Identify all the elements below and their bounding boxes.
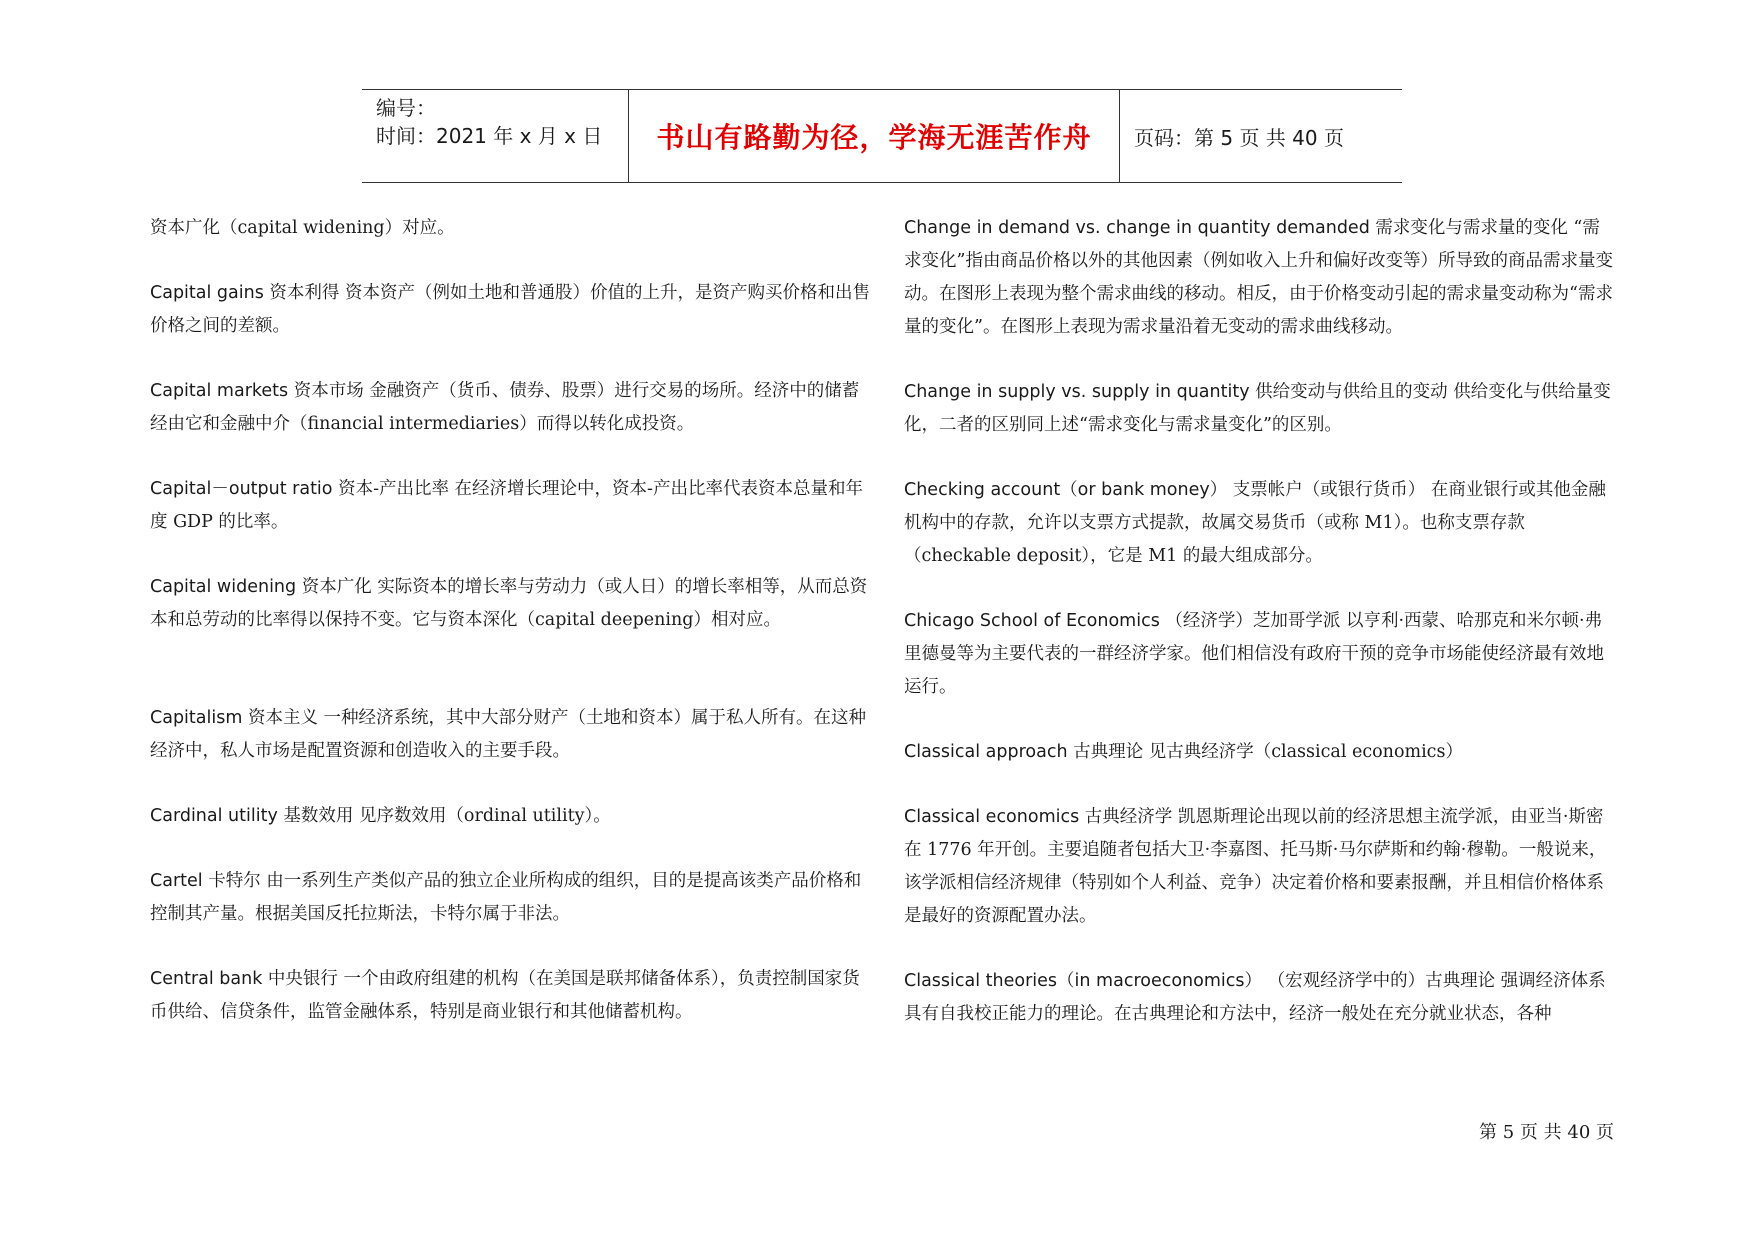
entry-text: 支票帐户（或银行货币） 在商业银行或其他金融机构中的存款，允许以支票方式提款，故属交易货币（或称 M1）。也称支票存款（checkable deposit），它是 M1 的最大组成部分。 [904,480,1606,566]
entry-text: 卡特尔 由一系列生产类似产品的独立企业所构成的组织，目的是提高该类产品价格和控制其产量。根据美国反托拉斯法，卡特尔属于非法。 [150,871,862,924]
glossary-entry [904,376,1614,442]
glossary-entry [150,702,874,768]
entry-text: 供给变动与供给且的变动 供给变化与供给量变化，二者的区别同上述“需求变化与需求量变化”的区别。 [904,382,1611,435]
entry-text: 资本市场 金融资产（货币、债券、股票）进行交易的场所。经济中的储蓄经由它和金融中介（financial intermediaries）而得以转化成投资。 [150,381,860,434]
entry-text: 基数效用 见序数效用（ordinal utility）。 [277,806,611,826]
entry-text: 古典理论 见古典经济学（classical economics） [1067,742,1463,762]
page-header [362,89,1402,183]
glossary-entry [904,965,1614,1031]
entry-term: Capitalism [150,708,243,728]
right-column [904,212,1614,1063]
glossary-entry [150,277,874,343]
header-motto: 书山有路勤为径，学海无涯苦作舟 [628,90,1120,182]
entry-term: Chicago School of Economics [904,611,1160,631]
entry-term: Checking account（or bank money） [904,480,1228,500]
entry-term: Capital markets [150,381,289,401]
entry-text: 资本利得 资本资产（例如土地和普通股）价值的上升，是资产购买价格和出售价格之间的差额。 [150,283,870,336]
entry-text: 古典经济学 凯恩斯理论出现以前的经济思想主流学派，由亚当·斯密在 1776 年开创。主要追随者包括大卫·李嘉图、托马斯·马尔萨斯和约翰·穆勒。一般说来，该学派相信经济规律（特别如个人利益、竞争）决定着价格和要素报酬，并且相信价格体系是最好的资源配置办法。 [904,807,1607,926]
entry-term: Cardinal utility [150,806,278,826]
glossary-entry [904,736,1614,769]
entry-term: Classical theories（in macroeconomics） [904,971,1263,991]
entry-term: Capital widening [150,577,297,597]
glossary-entry [150,571,874,637]
time-label: 时间：2021 年 x 月 x 日 [376,124,603,148]
entry-text: 资本广化（capital widening）对应。 [150,218,455,238]
glossary-entry [904,605,1614,704]
glossary-entry [150,212,874,245]
header-info [362,90,628,182]
glossary-entry [150,473,874,539]
glossary-entry [150,865,874,931]
entry-term: Change in demand vs. change in quantity demanded [904,218,1370,238]
left-column [150,212,874,1061]
entry-text: （宏观经济学中的）古典理论 强调经济体系具有自我校正能力的理论。在古典理论和方法中，经济一般处在充分就业状态，各种 [904,971,1606,1024]
entry-term: Classical approach [904,742,1068,762]
entry-term: Cartel [150,871,203,891]
glossary-entry [150,375,874,441]
entry-text: （经济学）芝加哥学派 以亨利·西蒙、哈那克和米尔顿·弗里德曼等为主要代表的一群经济学家。他们相信没有政府干预的竞争市场能使经济最有效地运行。 [904,611,1604,697]
glossary-entry [904,474,1614,573]
entry-term: Central bank [150,969,263,989]
entry-text: 资本-产出比率 在经济增长理论中，资本-产出比率代表资本总量和年度 GDP 的比率。 [150,479,863,532]
glossary-entry [150,800,874,833]
page-footer: 第 5 页 共 40 页 [1479,1122,1614,1143]
header-page-label: 页码：第 5 页 共 40 页 [1134,125,1344,150]
entry-term: Change in supply vs. supply in quantity [904,382,1250,402]
entry-term: Capital－output ratio [150,479,333,499]
glossary-entry [904,212,1614,344]
entry-text: 资本广化 实际资本的增长率与劳动力（或人日）的增长率相等，从而总资本和总劳动的比率得以保持不变。它与资本深化（capital deepening）相对应。 [150,577,868,630]
glossary-entry [150,963,874,1029]
glossary-entry [904,801,1614,933]
entry-term: Capital gains [150,283,264,303]
number-label: 编号： [376,96,436,120]
entry-term: Classical economics [904,807,1080,827]
entry-text: 需求变化与需求量的变化 “需求变化”指由商品价格以外的其他因素（例如收入上升和偏好改变等）所导致的商品需求量变动。在图形上表现为整个需求曲线的移动。相反，由于价格变动引起的需求量变动称为“需求量的变化”。在图形上表现为需求量沿着无变动的需求曲线移动。 [904,218,1613,337]
entry-text: 中央银行 一个由政府组建的机构（在美国是联邦储备体系），负责控制国家货币供给、信贷条件，监管金融体系，特别是商业银行和其他储蓄机构。 [150,969,860,1022]
entry-text: 资本主义 一种经济系统，其中大部分财产（土地和资本）属于私人所有。在这种经济中，私人市场是配置资源和创造收入的主要手段。 [150,708,867,761]
